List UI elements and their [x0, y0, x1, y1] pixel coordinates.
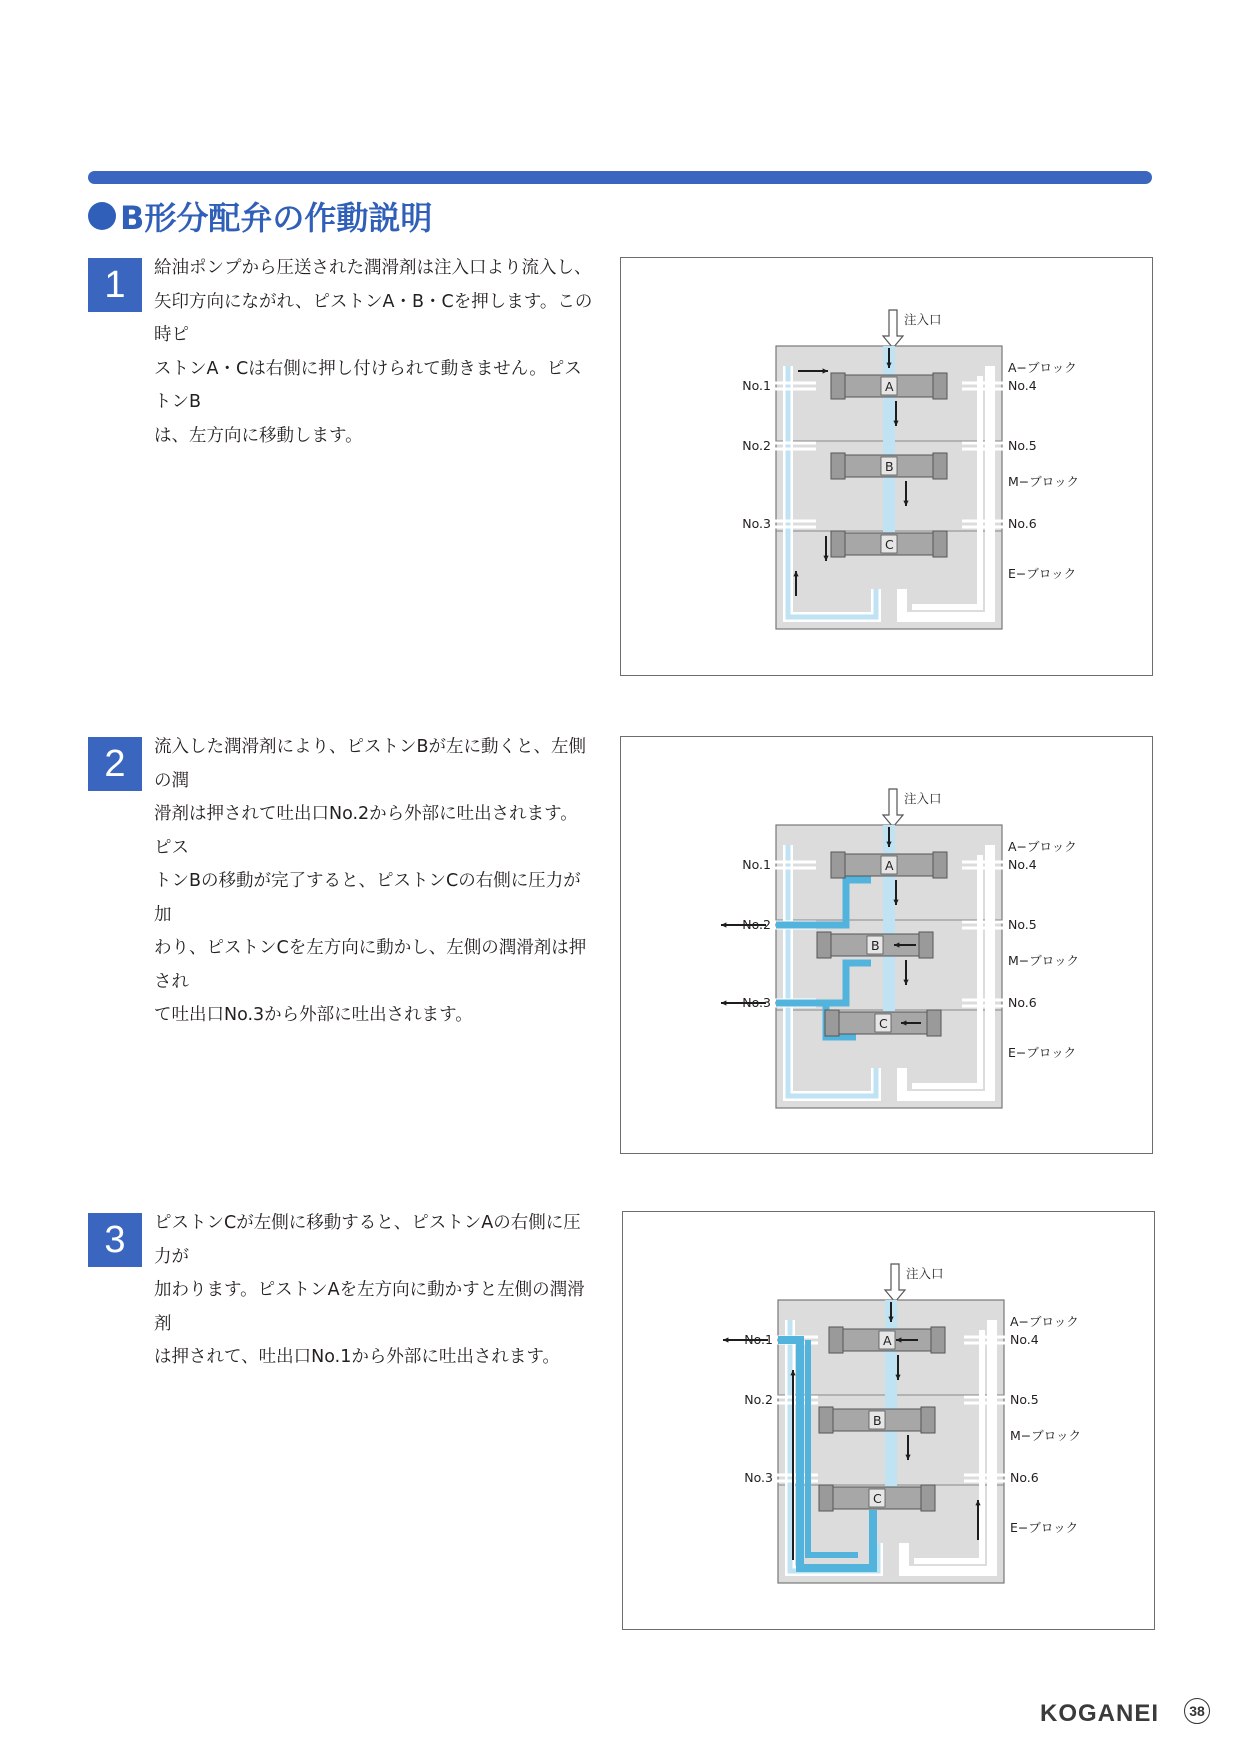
- outlet-label-no5: No.5: [1010, 1392, 1039, 1407]
- outlet-label-no5: No.5: [1008, 917, 1037, 932]
- piston-end: [933, 453, 947, 479]
- piston-end: [927, 1010, 941, 1036]
- piston-label: A: [883, 1333, 892, 1348]
- step-description: 給油ポンプから圧送された潤滑剤は注入口より流入し、 矢印方向にながれ、ピストンA・B・Cを押します。この時ピ ストンA・Cは右側に押し付けられて動きません。ピストンB は、左方向に移動します。: [154, 258, 593, 446]
- outlet-label-no5: No.5: [1008, 438, 1037, 453]
- brand-logo: KOGANEI: [1040, 1700, 1160, 1727]
- piston-end: [931, 1327, 945, 1353]
- step-number-badge: 1: [88, 258, 142, 312]
- step-description: ピストンCが左側に移動すると、ピストンAの右側に圧力が 加わります。ピストンAを左方向に動かすと左側の潤滑剤 は押されて、吐出口No.1から外部に吐出されます。: [154, 1213, 585, 1367]
- piston-end: [933, 373, 947, 399]
- inlet-label: 注入口: [904, 791, 942, 806]
- diagram-panel-1: [620, 257, 1153, 676]
- block-label-e: E−ブロック: [1008, 566, 1077, 581]
- piston-end: [819, 1485, 833, 1511]
- piston-label: C: [879, 1016, 888, 1031]
- piston-label: A: [885, 379, 894, 394]
- piston-end: [831, 531, 845, 557]
- bullet-icon: [88, 202, 116, 230]
- block-label-e: E−ブロック: [1008, 1045, 1077, 1060]
- piston-end: [817, 932, 831, 958]
- inlet-arrow-icon: [883, 310, 903, 348]
- outlet-label-no6: No.6: [1008, 995, 1037, 1010]
- block-label-m: M−ブロック: [1010, 1428, 1082, 1443]
- block-label-a: A−ブロック: [1010, 1314, 1079, 1329]
- valve-diagram: [621, 258, 1152, 675]
- piston-end: [933, 852, 947, 878]
- valve-diagram: [623, 1212, 1154, 1629]
- arrowhead-icon: [723, 1337, 728, 1342]
- outlet-label-no2: No.2: [742, 917, 771, 932]
- outlet-label-no2: No.2: [742, 438, 771, 453]
- inlet-label: 注入口: [904, 312, 942, 327]
- piston-label: B: [885, 459, 894, 474]
- page-number: 38: [1184, 1698, 1210, 1724]
- diagram-panel-2: [620, 736, 1153, 1154]
- piston-label: C: [885, 537, 894, 552]
- outlet-label-no1: No.1: [742, 857, 771, 872]
- outlet-label-no3: No.3: [742, 995, 771, 1010]
- arrowhead-icon: [721, 1000, 726, 1005]
- block-label-a: A−ブロック: [1008, 360, 1077, 375]
- piston-end: [819, 1407, 833, 1433]
- outlet-label-no4: No.4: [1010, 1332, 1039, 1347]
- piston-label: B: [873, 1413, 882, 1428]
- inlet-arrow-icon: [885, 1264, 905, 1302]
- piston-label: A: [885, 858, 894, 873]
- outlet-label-no2: No.2: [744, 1392, 773, 1407]
- inlet-arrow-icon: [883, 789, 903, 827]
- block-label-e: E−ブロック: [1010, 1520, 1079, 1535]
- step-description: 流入した潤滑剤により、ピストンBが左に動くと、左側の潤 滑剤は押されて吐出口No.2から外部に吐出されます。ピス トンBの移動が完了すると、ピストンCの右側に圧力が加 わり、ピストンCを左方向に動かし、左側の潤滑剤は押され て吐出口No.3から外部に吐出されます。: [154, 737, 587, 1025]
- arrowhead-icon: [721, 922, 726, 927]
- outlet-label-no4: No.4: [1008, 378, 1037, 393]
- piston-end: [933, 531, 947, 557]
- piston-end: [831, 373, 845, 399]
- diagram-panel-3: [622, 1211, 1155, 1630]
- piston-end: [831, 852, 845, 878]
- outlet-label-no6: No.6: [1008, 516, 1037, 531]
- page-title-text: B形分配弁の作動説明: [120, 199, 433, 237]
- outlet-label-no3: No.3: [744, 1470, 773, 1485]
- piston-end: [825, 1010, 839, 1036]
- valve-diagram: [621, 737, 1152, 1153]
- piston-end: [831, 453, 845, 479]
- outlet-label-no1: No.1: [742, 378, 771, 393]
- outlet-label-no1: No.1: [744, 1332, 773, 1347]
- page-title: [88, 193, 432, 239]
- block-label-m: M−ブロック: [1008, 474, 1080, 489]
- step-number-badge: 2: [88, 737, 142, 791]
- piston-label: C: [873, 1491, 882, 1506]
- step-number-badge: 3: [88, 1213, 142, 1267]
- piston-end: [919, 932, 933, 958]
- piston-end: [829, 1327, 843, 1353]
- outlet-label-no3: No.3: [742, 516, 771, 531]
- outlet-label-no6: No.6: [1010, 1470, 1039, 1485]
- piston-label: B: [871, 938, 880, 953]
- piston-end: [921, 1485, 935, 1511]
- header-rule: [88, 171, 1152, 184]
- inlet-label: 注入口: [906, 1266, 944, 1281]
- block-label-a: A−ブロック: [1008, 839, 1077, 854]
- piston-end: [921, 1407, 935, 1433]
- block-label-m: M−ブロック: [1008, 953, 1080, 968]
- outlet-label-no4: No.4: [1008, 857, 1037, 872]
